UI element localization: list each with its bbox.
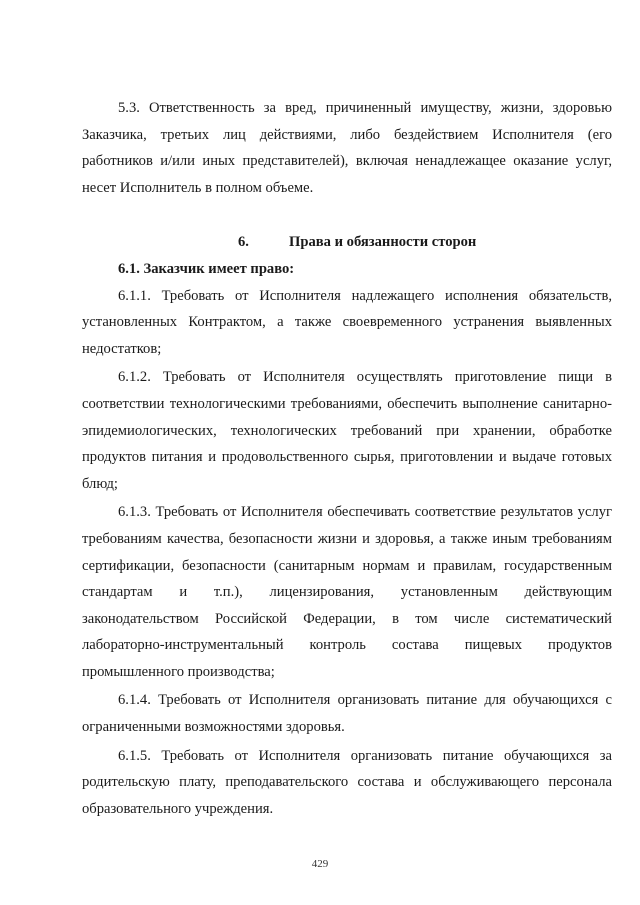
section-number: 6.	[238, 234, 249, 251]
clause-6-1-1: 6.1.1. Требовать от Исполнителя надлежащего исполнения обязательств, установленных Контрактом, а также своевременного устранения выявленных недостатков;	[82, 287, 612, 357]
clause-6-1-4: 6.1.4. Требовать от Исполнителя организовать питание для обучающихся с ограниченными возможностями здоровья.	[82, 692, 612, 736]
subsection-title: 6.1. Заказчик имеет право:	[118, 260, 295, 277]
clause-6-1-3: 6.1.3. Требовать от Исполнителя обеспечивать соответствие результатов услуг требованиям качества, безопасности жизни и здоровья, а также иным требованиям сертификации, безопасности (санитарным нормам и правилам, государственным стандартам и т.п.), лицензирования, установленным действующим законодательством Российской Федерации, в том числе систематический лабораторно-инструментальный контроль состава пищевых продуктов промышленного производства;	[82, 504, 612, 680]
clause-6-1-2: 6.1.2. Требовать от Исполнителя осуществлять приготовление пищи в соответствии технологическими требованиями, обеспечить выполнение санитарно-эпидемиологических, технологических требований при хранении, обработке продуктов питания и продовольственного сырья, приготовлении и выдаче готовых блюд;	[82, 369, 612, 492]
section-heading	[82, 229, 612, 256]
clause-5-3: 5.3. Ответственность за вред, причиненный имуществу, жизни, здоровью Заказчика, третьих лиц действиями, либо бездействием Исполнителя (его работников и/или иных представителей), включая ненадлежащее оказание услуг, несет Исполнитель в полном объеме.	[82, 100, 612, 196]
document-body	[82, 95, 612, 822]
clause-6-1-5: 6.1.5. Требовать от Исполнителя организовать питание обучающихся за родительскую плату, преподавательского состава и обслуживающего персонала образовательного учреждения.	[82, 747, 612, 817]
section-title: Права и обязанности сторон	[289, 234, 477, 251]
page-number: 429	[311, 858, 329, 870]
